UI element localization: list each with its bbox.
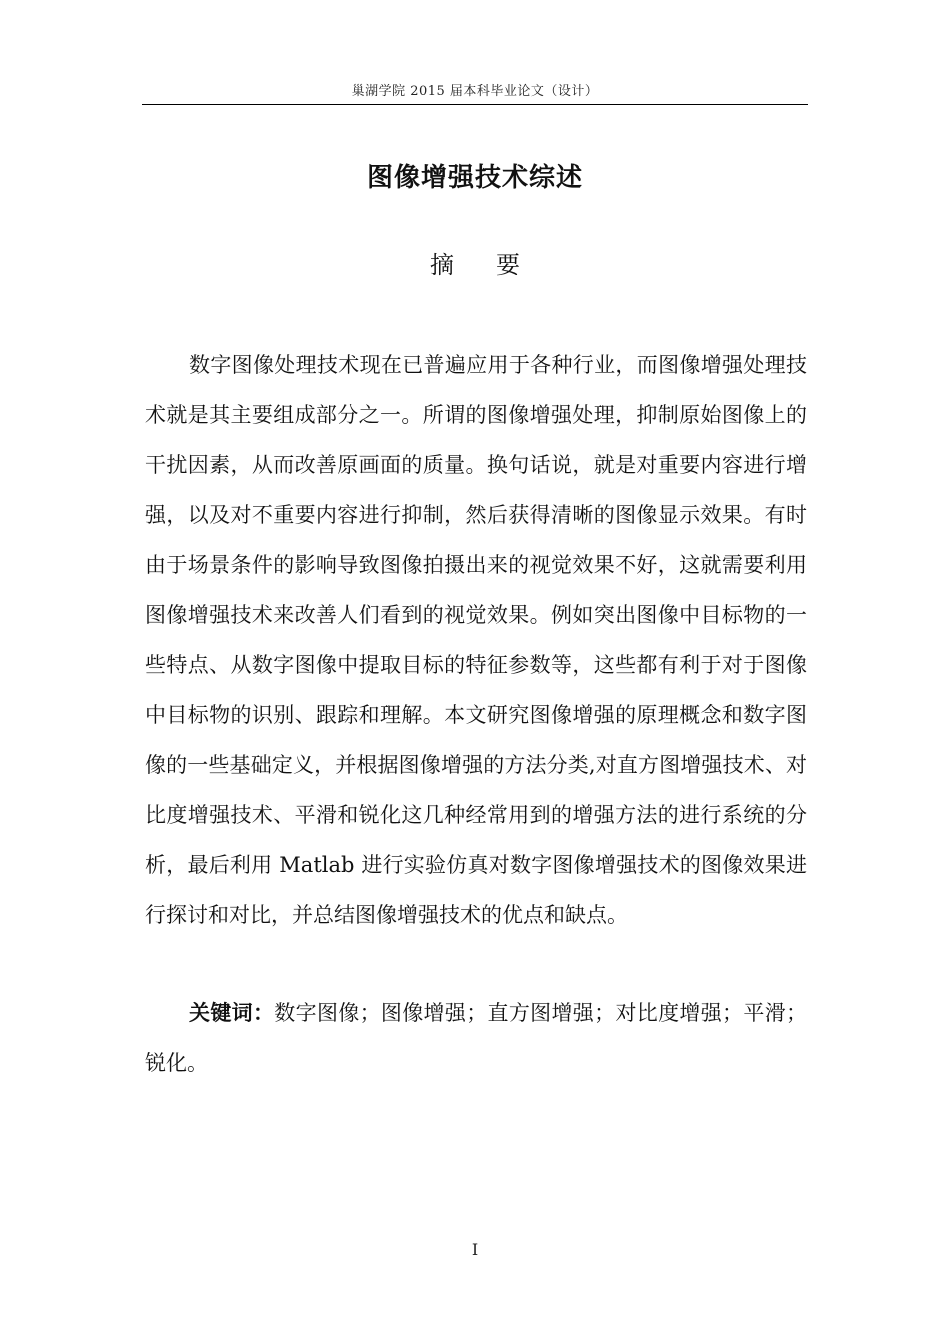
abstract-heading: 摘要	[430, 251, 562, 279]
abstract-body: 数字图像处理技术现在已普遍应用于各种行业，而图像增强处理技术就是其主要组成部分之一。所谓的图像增强处理，抑制原始图像上的干扰因素，从而改善原画面的质量。换句话说，就是对重要内容进行增强，以及对不重要内容进行抑制，然后获得清晰的图像显示效果。有时由于场景条件的影响导致图像拍摄出来的视觉效果不好，这就需要利用图像增强技术来改善人们看到的视觉效果。例如突出图像中目标物的一些特点、从数字图像中提取目标的特征参数等，这些都有利于对于图像中目标物的识别、跟踪和理解。本文研究图像增强的原理概念和数字图像的一些基础定义，并根据图像增强的方法分类,对直方图增强技术、对比度增强技术、平滑和锐化这几种经常用到的增强方法的进行系统的分析，最后利用 Matlab 进行实验仿真对数字图像增强技术的图像效果进行探讨和对比，并总结图像增强技术的优点和缺点。	[145, 353, 807, 927]
header-rule	[142, 104, 808, 105]
keywords-text: 数字图像；图像增强；直方图增强；对比度增强；平滑；锐化。	[145, 1001, 808, 1075]
page-number: I	[471, 1240, 479, 1259]
keywords-paragraph	[145, 988, 807, 1088]
running-header: 巢湖学院 2015 届本科毕业论文（设计）	[351, 84, 599, 99]
keywords-label: 关键词：	[189, 1001, 275, 1025]
paper-title: 图像增强技术综述	[366, 163, 583, 193]
